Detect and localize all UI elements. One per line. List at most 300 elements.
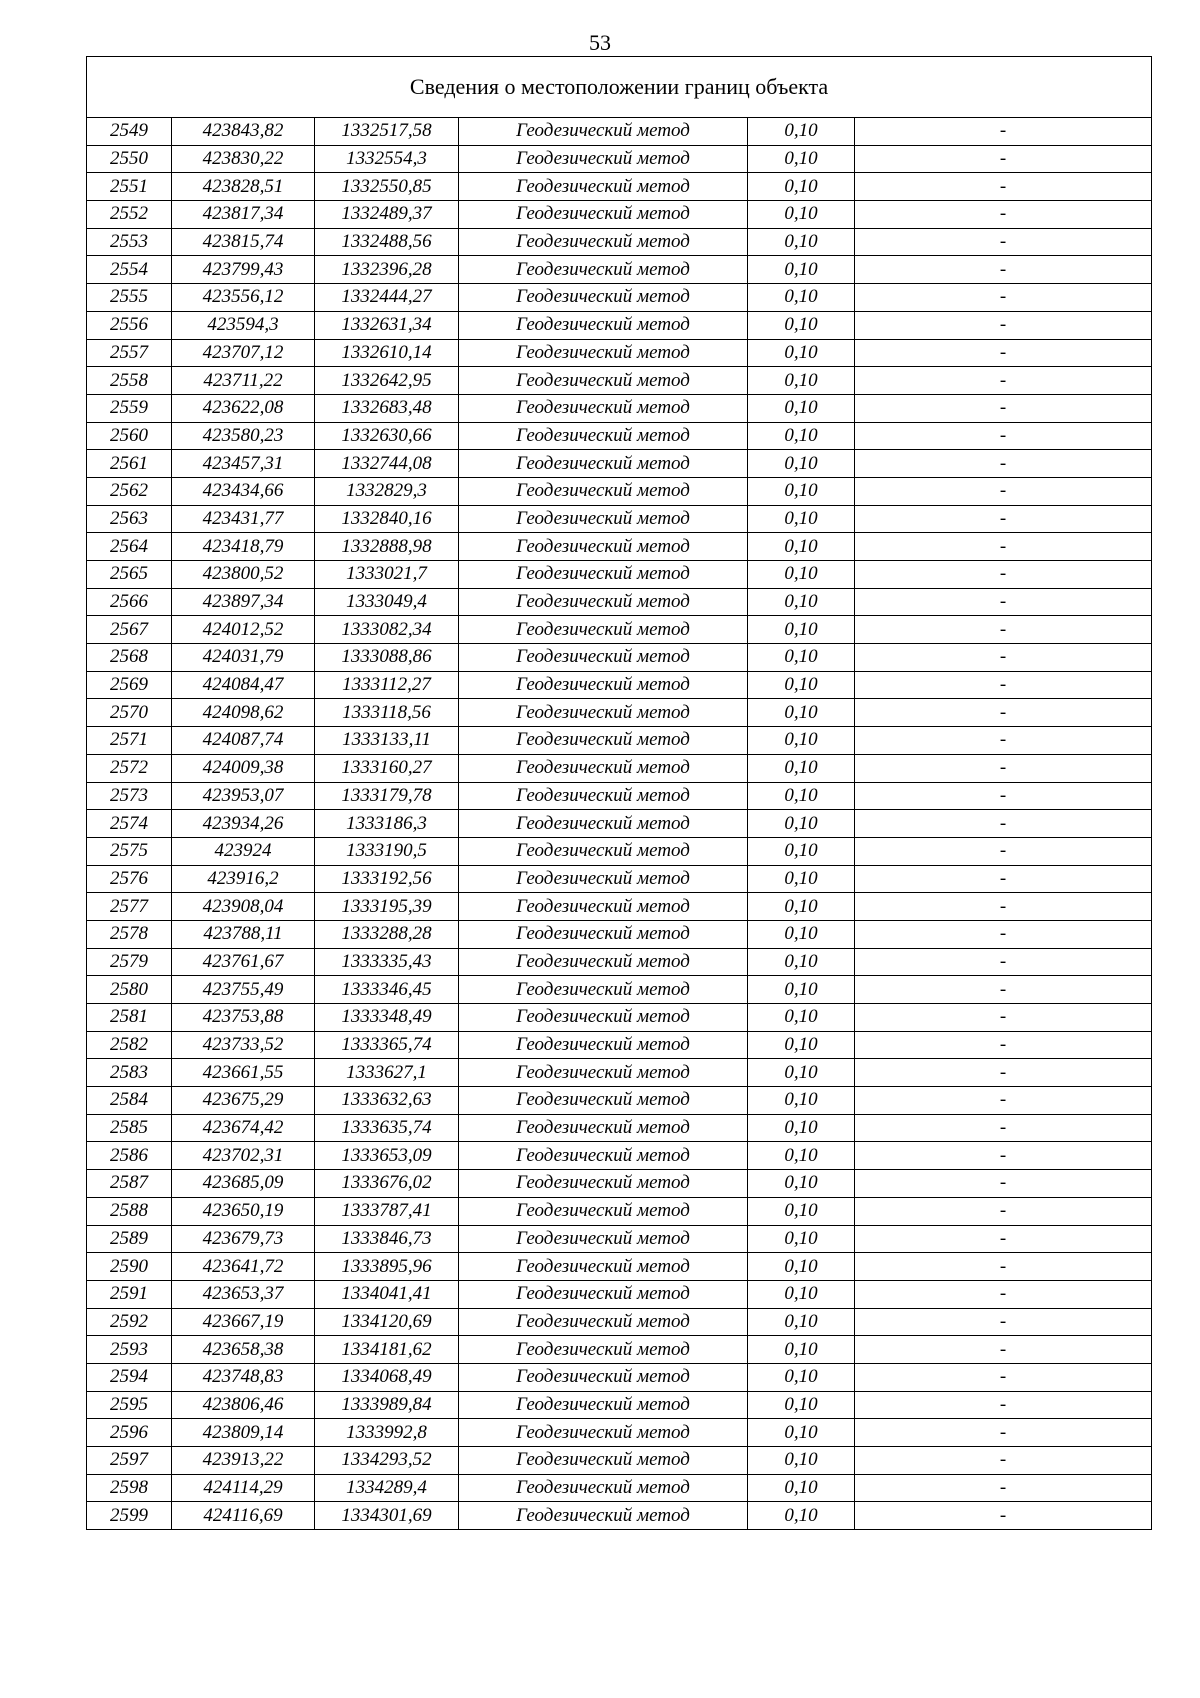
table-row [87, 311, 1152, 339]
x-coordinate-cell: 423916,2 [172, 865, 315, 893]
method-cell: Геодезический метод [459, 367, 748, 395]
method-cell: Геодезический метод [459, 1308, 748, 1336]
point-number-cell: 2577 [87, 893, 172, 921]
description-cell: - [855, 145, 1152, 173]
x-coordinate-cell: 424031,79 [172, 644, 315, 672]
x-coordinate-cell: 423658,38 [172, 1336, 315, 1364]
method-cell: Геодезический метод [459, 201, 748, 229]
accuracy-cell: 0,10 [748, 1280, 855, 1308]
y-coordinate-cell: 1333992,8 [315, 1419, 459, 1447]
y-coordinate-cell: 1332829,3 [315, 477, 459, 505]
table-row [87, 1502, 1152, 1530]
y-coordinate-cell: 1334293,52 [315, 1447, 459, 1475]
table-row [87, 727, 1152, 755]
y-coordinate-cell: 1333195,39 [315, 893, 459, 921]
point-number-cell: 2579 [87, 948, 172, 976]
point-number-cell: 2559 [87, 394, 172, 422]
description-cell: - [855, 118, 1152, 146]
x-coordinate-cell: 424012,52 [172, 616, 315, 644]
method-cell: Геодезический метод [459, 920, 748, 948]
table-row [87, 1419, 1152, 1447]
y-coordinate-cell: 1333021,7 [315, 561, 459, 589]
description-cell: - [855, 782, 1152, 810]
x-coordinate-cell: 423817,34 [172, 201, 315, 229]
accuracy-cell: 0,10 [748, 782, 855, 810]
description-cell: - [855, 1336, 1152, 1364]
point-number-cell: 2566 [87, 588, 172, 616]
table-row [87, 145, 1152, 173]
description-cell: - [855, 920, 1152, 948]
table-row [87, 505, 1152, 533]
accuracy-cell: 0,10 [748, 228, 855, 256]
method-cell: Геодезический метод [459, 256, 748, 284]
description-cell: - [855, 671, 1152, 699]
table-title: Сведения о местоположении границ объекта [87, 57, 1152, 118]
accuracy-cell: 0,10 [748, 893, 855, 921]
description-cell: - [855, 754, 1152, 782]
point-number-cell: 2585 [87, 1114, 172, 1142]
accuracy-cell: 0,10 [748, 367, 855, 395]
x-coordinate-cell: 423711,22 [172, 367, 315, 395]
description-cell: - [855, 1197, 1152, 1225]
point-number-cell: 2558 [87, 367, 172, 395]
point-number-cell: 2576 [87, 865, 172, 893]
x-coordinate-cell: 423622,08 [172, 394, 315, 422]
method-cell: Геодезический метод [459, 561, 748, 589]
accuracy-cell: 0,10 [748, 118, 855, 146]
accuracy-cell: 0,10 [748, 810, 855, 838]
method-cell: Геодезический метод [459, 422, 748, 450]
accuracy-cell: 0,10 [748, 477, 855, 505]
table-row [87, 920, 1152, 948]
point-number-cell: 2569 [87, 671, 172, 699]
x-coordinate-cell: 423828,51 [172, 173, 315, 201]
accuracy-cell: 0,10 [748, 865, 855, 893]
table-row [87, 1391, 1152, 1419]
x-coordinate-cell: 423674,42 [172, 1114, 315, 1142]
method-cell: Геодезический метод [459, 588, 748, 616]
point-number-cell: 2563 [87, 505, 172, 533]
point-number-cell: 2555 [87, 284, 172, 312]
y-coordinate-cell: 1333112,27 [315, 671, 459, 699]
method-cell: Геодезический метод [459, 948, 748, 976]
table-row [87, 256, 1152, 284]
point-number-cell: 2562 [87, 477, 172, 505]
y-coordinate-cell: 1334120,69 [315, 1308, 459, 1336]
table-row [87, 394, 1152, 422]
x-coordinate-cell: 423748,83 [172, 1363, 315, 1391]
method-cell: Геодезический метод [459, 1474, 748, 1502]
point-number-cell: 2549 [87, 118, 172, 146]
accuracy-cell: 0,10 [748, 588, 855, 616]
accuracy-cell: 0,10 [748, 201, 855, 229]
x-coordinate-cell: 423913,22 [172, 1447, 315, 1475]
point-number-cell: 2574 [87, 810, 172, 838]
description-cell: - [855, 948, 1152, 976]
table-row [87, 1474, 1152, 1502]
y-coordinate-cell: 1332888,98 [315, 533, 459, 561]
point-number-cell: 2590 [87, 1253, 172, 1281]
y-coordinate-cell: 1332554,3 [315, 145, 459, 173]
accuracy-cell: 0,10 [748, 561, 855, 589]
description-cell: - [855, 644, 1152, 672]
method-cell: Геодезический метод [459, 284, 748, 312]
y-coordinate-cell: 1333895,96 [315, 1253, 459, 1281]
description-cell: - [855, 311, 1152, 339]
y-coordinate-cell: 1333627,1 [315, 1059, 459, 1087]
description-cell: - [855, 1419, 1152, 1447]
x-coordinate-cell: 423733,52 [172, 1031, 315, 1059]
y-coordinate-cell: 1332489,37 [315, 201, 459, 229]
table-row [87, 1197, 1152, 1225]
point-number-cell: 2580 [87, 976, 172, 1004]
method-cell: Геодезический метод [459, 1391, 748, 1419]
table-row [87, 865, 1152, 893]
x-coordinate-cell: 423934,26 [172, 810, 315, 838]
method-cell: Геодезический метод [459, 754, 748, 782]
point-number-cell: 2594 [87, 1363, 172, 1391]
method-cell: Геодезический метод [459, 533, 748, 561]
y-coordinate-cell: 1333088,86 [315, 644, 459, 672]
description-cell: - [855, 865, 1152, 893]
table-row [87, 1004, 1152, 1032]
table-row [87, 339, 1152, 367]
description-cell: - [855, 1087, 1152, 1115]
table-row [87, 1336, 1152, 1364]
table-row [87, 1280, 1152, 1308]
y-coordinate-cell: 1333635,74 [315, 1114, 459, 1142]
description-cell: - [855, 533, 1152, 561]
y-coordinate-cell: 1333365,74 [315, 1031, 459, 1059]
table-row [87, 616, 1152, 644]
accuracy-cell: 0,10 [748, 505, 855, 533]
y-coordinate-cell: 1333133,11 [315, 727, 459, 755]
table-row [87, 367, 1152, 395]
table-row [87, 1059, 1152, 1087]
point-number-cell: 2588 [87, 1197, 172, 1225]
point-number-cell: 2551 [87, 173, 172, 201]
description-cell: - [855, 1308, 1152, 1336]
table-row [87, 1308, 1152, 1336]
table-row [87, 893, 1152, 921]
table-row [87, 1031, 1152, 1059]
point-number-cell: 2567 [87, 616, 172, 644]
x-coordinate-cell: 423799,43 [172, 256, 315, 284]
x-coordinate-cell: 423594,3 [172, 311, 315, 339]
table-row [87, 1253, 1152, 1281]
y-coordinate-cell: 1333049,4 [315, 588, 459, 616]
point-number-cell: 2578 [87, 920, 172, 948]
table-row [87, 1447, 1152, 1475]
x-coordinate-cell: 424009,38 [172, 754, 315, 782]
accuracy-cell: 0,10 [748, 533, 855, 561]
method-cell: Геодезический метод [459, 339, 748, 367]
table-row [87, 644, 1152, 672]
method-cell: Геодезический метод [459, 394, 748, 422]
description-cell: - [855, 1225, 1152, 1253]
y-coordinate-cell: 1333346,45 [315, 976, 459, 1004]
point-number-cell: 2593 [87, 1336, 172, 1364]
method-cell: Геодезический метод [459, 145, 748, 173]
x-coordinate-cell: 423809,14 [172, 1419, 315, 1447]
x-coordinate-cell: 424098,62 [172, 699, 315, 727]
description-cell: - [855, 1447, 1152, 1475]
x-coordinate-cell: 424116,69 [172, 1502, 315, 1530]
point-number-cell: 2553 [87, 228, 172, 256]
y-coordinate-cell: 1332744,08 [315, 450, 459, 478]
accuracy-cell: 0,10 [748, 616, 855, 644]
y-coordinate-cell: 1332631,34 [315, 311, 459, 339]
method-cell: Геодезический метод [459, 1087, 748, 1115]
point-number-cell: 2583 [87, 1059, 172, 1087]
method-cell: Геодезический метод [459, 1170, 748, 1198]
point-number-cell: 2596 [87, 1419, 172, 1447]
accuracy-cell: 0,10 [748, 837, 855, 865]
table-row [87, 477, 1152, 505]
description-cell: - [855, 1031, 1152, 1059]
accuracy-cell: 0,10 [748, 1197, 855, 1225]
method-cell: Геодезический метод [459, 865, 748, 893]
y-coordinate-cell: 1332488,56 [315, 228, 459, 256]
point-number-cell: 2556 [87, 311, 172, 339]
description-cell: - [855, 837, 1152, 865]
x-coordinate-cell: 423685,09 [172, 1170, 315, 1198]
accuracy-cell: 0,10 [748, 339, 855, 367]
point-number-cell: 2565 [87, 561, 172, 589]
x-coordinate-cell: 424084,47 [172, 671, 315, 699]
point-number-cell: 2598 [87, 1474, 172, 1502]
description-cell: - [855, 561, 1152, 589]
accuracy-cell: 0,10 [748, 284, 855, 312]
description-cell: - [855, 284, 1152, 312]
accuracy-cell: 0,10 [748, 1474, 855, 1502]
y-coordinate-cell: 1333989,84 [315, 1391, 459, 1419]
method-cell: Геодезический метод [459, 1114, 748, 1142]
x-coordinate-cell: 423556,12 [172, 284, 315, 312]
accuracy-cell: 0,10 [748, 948, 855, 976]
accuracy-cell: 0,10 [748, 173, 855, 201]
x-coordinate-cell: 423924 [172, 837, 315, 865]
description-cell: - [855, 201, 1152, 229]
point-number-cell: 2552 [87, 201, 172, 229]
description-cell: - [855, 256, 1152, 284]
y-coordinate-cell: 1333653,09 [315, 1142, 459, 1170]
accuracy-cell: 0,10 [748, 1142, 855, 1170]
accuracy-cell: 0,10 [748, 671, 855, 699]
accuracy-cell: 0,10 [748, 1253, 855, 1281]
method-cell: Геодезический метод [459, 1142, 748, 1170]
point-number-cell: 2584 [87, 1087, 172, 1115]
x-coordinate-cell: 424087,74 [172, 727, 315, 755]
accuracy-cell: 0,10 [748, 145, 855, 173]
y-coordinate-cell: 1332396,28 [315, 256, 459, 284]
table-row [87, 1170, 1152, 1198]
method-cell: Геодезический метод [459, 1253, 748, 1281]
method-cell: Геодезический метод [459, 1059, 748, 1087]
y-coordinate-cell: 1334041,41 [315, 1280, 459, 1308]
x-coordinate-cell: 423830,22 [172, 145, 315, 173]
accuracy-cell: 0,10 [748, 1391, 855, 1419]
table-row [87, 1114, 1152, 1142]
x-coordinate-cell: 423908,04 [172, 893, 315, 921]
y-coordinate-cell: 1334181,62 [315, 1336, 459, 1364]
point-number-cell: 2587 [87, 1170, 172, 1198]
x-coordinate-cell: 423815,74 [172, 228, 315, 256]
table-body [87, 57, 1152, 1530]
point-number-cell: 2554 [87, 256, 172, 284]
table-row [87, 228, 1152, 256]
method-cell: Геодезический метод [459, 1031, 748, 1059]
method-cell: Геодезический метод [459, 1447, 748, 1475]
description-cell: - [855, 976, 1152, 1004]
method-cell: Геодезический метод [459, 173, 748, 201]
method-cell: Геодезический метод [459, 450, 748, 478]
y-coordinate-cell: 1333179,78 [315, 782, 459, 810]
point-number-cell: 2561 [87, 450, 172, 478]
description-cell: - [855, 893, 1152, 921]
accuracy-cell: 0,10 [748, 1225, 855, 1253]
x-coordinate-cell: 423650,19 [172, 1197, 315, 1225]
accuracy-cell: 0,10 [748, 394, 855, 422]
table-row [87, 422, 1152, 450]
accuracy-cell: 0,10 [748, 1114, 855, 1142]
x-coordinate-cell: 423675,29 [172, 1087, 315, 1115]
table-row [87, 588, 1152, 616]
y-coordinate-cell: 1333190,5 [315, 837, 459, 865]
accuracy-cell: 0,10 [748, 1336, 855, 1364]
point-number-cell: 2568 [87, 644, 172, 672]
description-cell: - [855, 1253, 1152, 1281]
description-cell: - [855, 727, 1152, 755]
method-cell: Геодезический метод [459, 810, 748, 838]
y-coordinate-cell: 1333676,02 [315, 1170, 459, 1198]
description-cell: - [855, 339, 1152, 367]
accuracy-cell: 0,10 [748, 699, 855, 727]
table-row [87, 754, 1152, 782]
description-cell: - [855, 1502, 1152, 1530]
description-cell: - [855, 422, 1152, 450]
table-row [87, 976, 1152, 1004]
x-coordinate-cell: 423431,77 [172, 505, 315, 533]
point-number-cell: 2573 [87, 782, 172, 810]
method-cell: Геодезический метод [459, 1280, 748, 1308]
point-number-cell: 2582 [87, 1031, 172, 1059]
point-number-cell: 2586 [87, 1142, 172, 1170]
x-coordinate-cell: 423788,11 [172, 920, 315, 948]
table-row [87, 810, 1152, 838]
x-coordinate-cell: 423953,07 [172, 782, 315, 810]
table-title-row [87, 57, 1152, 118]
description-cell: - [855, 1280, 1152, 1308]
y-coordinate-cell: 1332840,16 [315, 505, 459, 533]
accuracy-cell: 0,10 [748, 450, 855, 478]
accuracy-cell: 0,10 [748, 1363, 855, 1391]
y-coordinate-cell: 1333335,43 [315, 948, 459, 976]
point-number-cell: 2572 [87, 754, 172, 782]
accuracy-cell: 0,10 [748, 1447, 855, 1475]
accuracy-cell: 0,10 [748, 1059, 855, 1087]
table-row [87, 1363, 1152, 1391]
x-coordinate-cell: 423653,37 [172, 1280, 315, 1308]
method-cell: Геодезический метод [459, 1502, 748, 1530]
table-row [87, 118, 1152, 146]
y-coordinate-cell: 1333348,49 [315, 1004, 459, 1032]
description-cell: - [855, 588, 1152, 616]
y-coordinate-cell: 1333160,27 [315, 754, 459, 782]
point-number-cell: 2589 [87, 1225, 172, 1253]
y-coordinate-cell: 1332683,48 [315, 394, 459, 422]
x-coordinate-cell: 423580,23 [172, 422, 315, 450]
point-number-cell: 2570 [87, 699, 172, 727]
x-coordinate-cell: 423707,12 [172, 339, 315, 367]
description-cell: - [855, 1059, 1152, 1087]
method-cell: Геодезический метод [459, 1004, 748, 1032]
x-coordinate-cell: 423897,34 [172, 588, 315, 616]
method-cell: Геодезический метод [459, 893, 748, 921]
description-cell: - [855, 505, 1152, 533]
accuracy-cell: 0,10 [748, 422, 855, 450]
description-cell: - [855, 1142, 1152, 1170]
y-coordinate-cell: 1333192,56 [315, 865, 459, 893]
method-cell: Геодезический метод [459, 118, 748, 146]
method-cell: Геодезический метод [459, 976, 748, 1004]
table-row [87, 837, 1152, 865]
x-coordinate-cell: 423661,55 [172, 1059, 315, 1087]
accuracy-cell: 0,10 [748, 1170, 855, 1198]
y-coordinate-cell: 1332630,66 [315, 422, 459, 450]
method-cell: Геодезический метод [459, 1197, 748, 1225]
method-cell: Геодезический метод [459, 699, 748, 727]
point-number-cell: 2564 [87, 533, 172, 561]
x-coordinate-cell: 423800,52 [172, 561, 315, 589]
y-coordinate-cell: 1332610,14 [315, 339, 459, 367]
y-coordinate-cell: 1332550,85 [315, 173, 459, 201]
description-cell: - [855, 1474, 1152, 1502]
y-coordinate-cell: 1332642,95 [315, 367, 459, 395]
table-row [87, 284, 1152, 312]
accuracy-cell: 0,10 [748, 920, 855, 948]
method-cell: Геодезический метод [459, 228, 748, 256]
x-coordinate-cell: 423702,31 [172, 1142, 315, 1170]
method-cell: Геодезический метод [459, 671, 748, 699]
accuracy-cell: 0,10 [748, 754, 855, 782]
description-cell: - [855, 1114, 1152, 1142]
y-coordinate-cell: 1333787,41 [315, 1197, 459, 1225]
y-coordinate-cell: 1334068,49 [315, 1363, 459, 1391]
description-cell: - [855, 228, 1152, 256]
table-row [87, 782, 1152, 810]
description-cell: - [855, 1170, 1152, 1198]
point-number-cell: 2581 [87, 1004, 172, 1032]
y-coordinate-cell: 1333082,34 [315, 616, 459, 644]
table-row [87, 450, 1152, 478]
point-number-cell: 2595 [87, 1391, 172, 1419]
accuracy-cell: 0,10 [748, 311, 855, 339]
description-cell: - [855, 1391, 1152, 1419]
description-cell: - [855, 1363, 1152, 1391]
x-coordinate-cell: 423418,79 [172, 533, 315, 561]
accuracy-cell: 0,10 [748, 256, 855, 284]
x-coordinate-cell: 423679,73 [172, 1225, 315, 1253]
x-coordinate-cell: 423434,66 [172, 477, 315, 505]
table-row [87, 948, 1152, 976]
y-coordinate-cell: 1333118,56 [315, 699, 459, 727]
method-cell: Геодезический метод [459, 477, 748, 505]
method-cell: Геодезический метод [459, 505, 748, 533]
table-row [87, 201, 1152, 229]
accuracy-cell: 0,10 [748, 1004, 855, 1032]
table-row [87, 561, 1152, 589]
